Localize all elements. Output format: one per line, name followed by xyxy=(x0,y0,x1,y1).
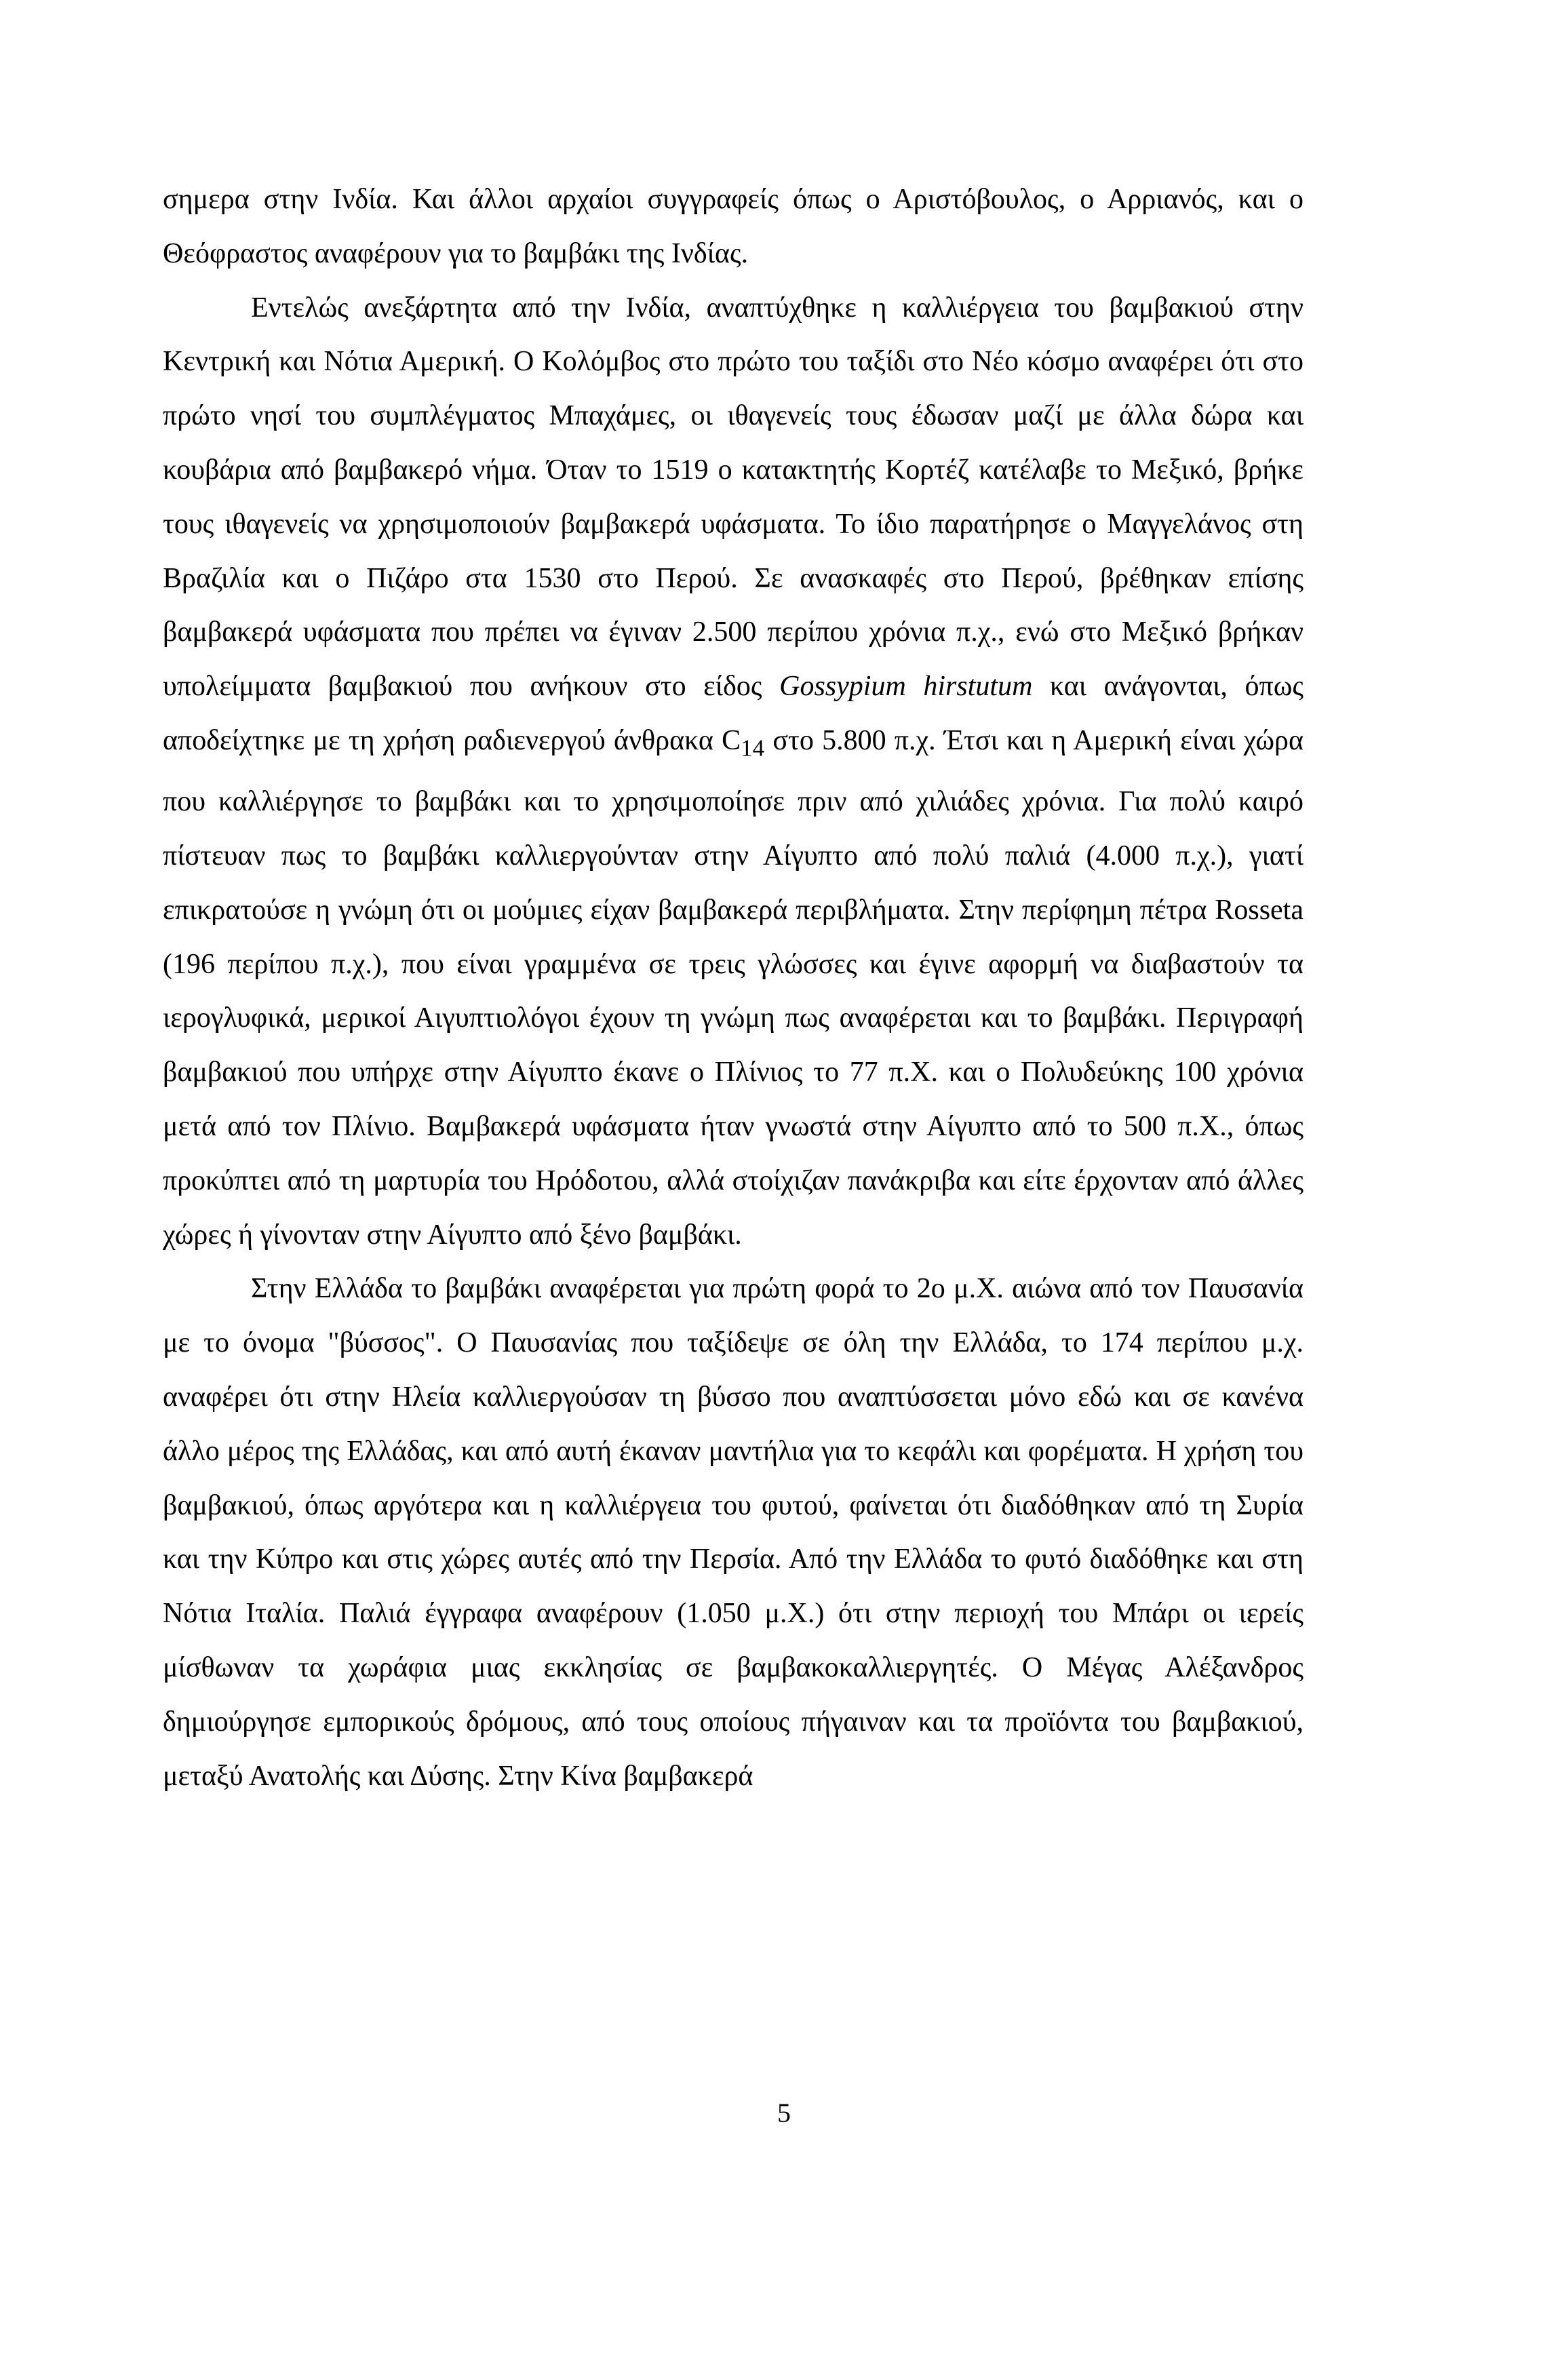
paragraph-1-text: σημερα στην Ινδία. Και άλλοι αρχαίοι συγγραφείς όπως ο Αριστόβουλος, ο Αρριανός, και ο Θεόφραστος αναφέρουν για το βαμβάκι της Ινδίας. xyxy=(163,184,1304,269)
paragraph-3-text: Στην Ελλάδα το βαμβάκι αναφέρεται για πρώτη φορά το 2ο μ.Χ. αιώνα από τον Παυσανία με το όνομα "βύσσος". Ο Παυσανίας που ταξίδεψε σε όλη την Ελλάδα, το 174 περίπου μ.χ. αναφέρει ότι στην Ηλεία καλλιεργούσαν τη βύσσο που αναπτύσσεται μόνο εδώ και σε κανένα άλλο μέρος της Ελλάδας, και από αυτή έκαναν μαντήλια για το κεφάλι και φορέματα. Η χρήση του βαμβακιού, όπως αργότερα και η καλλιέργεια του φυτού, φαίνεται ότι διαδόθηκαν από τη Συρία και την Κύπρο και στις χώρες αυτές από την Περσία. Από την Ελλάδα το φυτό διαδόθηκε και στη Νότια Ιταλία. Παλιά έγγραφα αναφέρουν (1.050 μ.Χ.) ότι στην περιοχή του Μπάρι οι ιερείς μίσθωναν τα χωράφια μιας εκκλησίας σε βαμβακοκαλλιεργητές. Ο Μέγας Αλέξανδρος δημιούργησε εμπορικούς δρόμους, από τους οποίους πήγαιναν και τα προϊόντα του βαμβακιού, μεταξύ Ανατολής και Δύσης. Στην Κίνα βαμβακερά xyxy=(163,1273,1304,1792)
document-body xyxy=(163,173,1304,1803)
page-number: 5 xyxy=(777,2098,791,2128)
paragraph-1 xyxy=(163,173,1304,281)
species-name: Gossypium hirstutum xyxy=(779,671,1033,703)
paragraph-2-text-a: Εντελώς ανεξάρτητα από την Ινδία, αναπτύχθηκε η καλλιέργεια του βαμβακιού στην Κεντρική και Νότια Αμερική. Ο Κολόμβος στο πρώτο του ταξίδι στο Νέο κόσμο αναφέρει ότι στο πρώτο νησί του συμπλέγματος Μπαχάμες, οι ιθαγενείς τους έδωσαν μαζί με άλλα δώρα και κουβάρια από βαμβακερό νήμα. Όταν το 1519 ο κατακτητής Κορτέζ κατέλαβε το Μεξικό, βρήκε τους ιθαγενείς να χρησιμοποιούν βαμβακερά υφάσματα. Το ίδιο παρατήρησε ο Μαγγελάνος στη Βραζιλία και ο Πιζάρο στα 1530 στο Περού. Σε ανασκαφές στο Περού, βρέθηκαν επίσης βαμβακερά υφάσματα που πρέπει να έγιναν 2.500 περίπου χρόνια π.χ., ενώ στο Μεξικό βρήκαν υπολείμματα βαμβακιού που ανήκουν στο είδος xyxy=(163,292,1304,703)
paragraph-3 xyxy=(163,1262,1304,1803)
paragraph-2-text-c: στο 5.800 π.χ. Έτσι και η Αμερική είναι χώρα που καλλιέργησε το βαμβάκι και το χρησιμοποίησε πριν από χιλιάδες χρόνια. Για πολύ καιρό πίστευαν πως το βαμβάκι καλλιεργούνταν στην Αίγυπτο από πολύ παλιά (4.000 π.χ.), γιατί επικρατούσε η γνώμη ότι οι μούμιες είχαν βαμβακερά περιβλήματα. Στην περίφημη πέτρα Rosseta (196 περίπου π.χ.), που είναι γραμμένα σε τρεις γλώσσες και έγινε αφορμή να διαβαστούν τα ιερογλυφικά, μερικοί Αιγυπτιολόγοι έχουν τη γνώμη πως αναφέρεται και το βαμβάκι. Περιγραφή βαμβακιού που υπήρχε στην Αίγυπτο έκανε ο Πλίνιος το 77 π.Χ. και ο Πολυδεύκης 100 χρόνια μετά από τον Πλίνιο. Βαμβακερά υφάσματα ήταν γνωστά στην Αίγυπτο από το 500 π.Χ., όπως προκύπτει από τη μαρτυρία του Ηρόδοτου, αλλά στοίχιζαν πανάκριβα και είτε έρχονταν από άλλες χώρες ή γίνονταν στην Αίγυπτο από ξένο βαμβάκι. xyxy=(163,724,1304,1251)
paragraph-2 xyxy=(163,281,1304,1263)
carbon-isotope-subscript: 14 xyxy=(741,734,765,762)
paragraph-2-text-b: και ανάγονται, όπως αποδείχτηκε με τη χρήση ραδιενεργού άνθρακα C xyxy=(163,671,1304,756)
